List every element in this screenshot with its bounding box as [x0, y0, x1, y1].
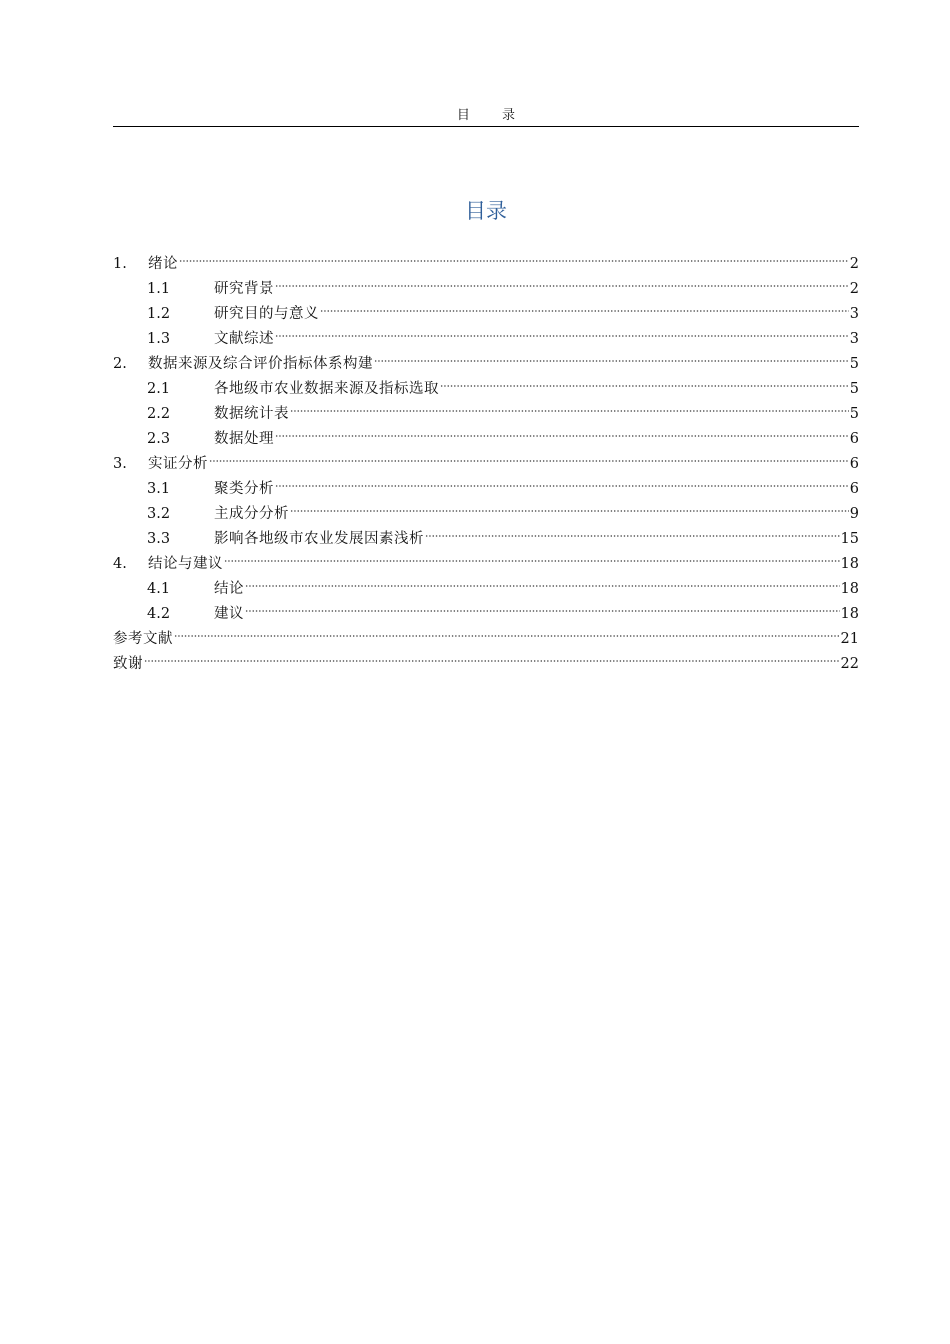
toc-entry-number: 2.1 — [147, 381, 171, 397]
toc-leader-dots — [275, 483, 849, 489]
toc-leader-dots — [144, 658, 840, 664]
toc-entry-page: 2 — [849, 256, 859, 272]
toc-entry-title: 数据处理 — [214, 431, 274, 447]
toc-leader-dots — [245, 608, 840, 614]
toc-entry-1-1[interactable] — [113, 277, 859, 302]
toc-entry-title: 数据统计表 — [214, 406, 289, 422]
toc-leader-dots — [275, 433, 849, 439]
toc-entry-2[interactable] — [113, 352, 859, 377]
toc-entry-title: 文献综述 — [214, 331, 274, 347]
page-header — [113, 108, 859, 127]
page-header-text: 目 录 — [456, 108, 530, 123]
toc-leader-dots — [209, 458, 849, 464]
toc-entry-number: 2.2 — [147, 406, 171, 422]
toc-leader-dots — [174, 633, 840, 639]
toc-leader-dots — [179, 258, 849, 264]
toc-entry-number: 2.3 — [147, 431, 171, 447]
toc-entry-page: 21 — [840, 631, 859, 647]
toc-entry-2-2[interactable] — [113, 402, 859, 427]
toc-entry-number: 1.3 — [147, 331, 171, 347]
toc-entry-title: 各地级市农业数据来源及指标选取 — [214, 381, 439, 397]
toc-entry-4-2[interactable] — [113, 602, 859, 627]
toc-leader-dots — [374, 358, 849, 364]
toc-entry-number: 3. — [113, 456, 127, 472]
toc-leader-dots — [290, 508, 849, 514]
toc-entry-title: 结论与建议 — [148, 556, 223, 572]
table-of-contents — [113, 252, 859, 677]
toc-entry-title: 主成分分析 — [214, 506, 289, 522]
toc-entry-page: 18 — [840, 581, 859, 597]
toc-entry-number: 4.1 — [147, 581, 171, 597]
toc-leader-dots — [275, 283, 849, 289]
toc-leader-dots — [275, 333, 849, 339]
toc-entry-2-1[interactable] — [113, 377, 859, 402]
toc-entry-title: 实证分析 — [148, 456, 208, 472]
toc-entry-page: 5 — [849, 406, 859, 422]
toc-entry-title: 建议 — [214, 606, 244, 622]
toc-entry-references[interactable] — [113, 627, 859, 652]
toc-entry-page: 15 — [840, 531, 859, 547]
toc-entry-page: 18 — [840, 606, 859, 622]
toc-leader-dots — [224, 558, 840, 564]
toc-entry-page: 3 — [849, 331, 859, 347]
toc-entry-title: 结论 — [214, 581, 244, 597]
toc-entry-title: 研究目的与意义 — [214, 306, 319, 322]
toc-title: 目录 — [465, 199, 507, 223]
toc-entry-page: 6 — [849, 431, 859, 447]
toc-entry-1-2[interactable] — [113, 302, 859, 327]
toc-leader-dots — [290, 408, 849, 414]
toc-entry-1-3[interactable] — [113, 327, 859, 352]
toc-entry-3-3[interactable] — [113, 527, 859, 552]
toc-entry-number: 3.1 — [147, 481, 171, 497]
toc-entry-page: 18 — [840, 556, 859, 572]
toc-entry-number: 2. — [113, 356, 127, 372]
toc-entry-page: 3 — [849, 306, 859, 322]
toc-entry-number: 1.1 — [147, 281, 171, 297]
toc-entry-number: 4.2 — [147, 606, 171, 622]
toc-entry-4[interactable] — [113, 552, 859, 577]
toc-entry-page: 5 — [849, 381, 859, 397]
toc-entry-page: 22 — [840, 656, 859, 672]
toc-entry-3[interactable] — [113, 452, 859, 477]
toc-entry-title: 研究背景 — [214, 281, 274, 297]
toc-entry-title: 参考文献 — [113, 631, 173, 647]
toc-entry-number: 4. — [113, 556, 127, 572]
toc-entry-title: 影响各地级市农业发展因素浅析 — [214, 531, 424, 547]
toc-entry-title: 绪论 — [148, 256, 178, 272]
toc-entry-page: 6 — [849, 481, 859, 497]
toc-leader-dots — [320, 308, 849, 314]
toc-entry-number: 1.2 — [147, 306, 171, 322]
toc-entry-number: 3.3 — [147, 531, 171, 547]
toc-entry-title: 数据来源及综合评价指标体系构建 — [148, 356, 373, 372]
toc-entry-2-3[interactable] — [113, 427, 859, 452]
toc-entry-acknowledgements[interactable] — [113, 652, 859, 677]
toc-entry-number: 1. — [113, 256, 127, 272]
toc-entry-title: 聚类分析 — [214, 481, 274, 497]
toc-entry-3-2[interactable] — [113, 502, 859, 527]
toc-entry-4-1[interactable] — [113, 577, 859, 602]
toc-entry-title: 致谢 — [113, 656, 143, 672]
toc-entry-page: 6 — [849, 456, 859, 472]
toc-entry-page: 9 — [849, 506, 859, 522]
toc-entry-page: 2 — [849, 281, 859, 297]
toc-entry-number: 3.2 — [147, 506, 171, 522]
toc-leader-dots — [440, 383, 849, 389]
toc-entry-1[interactable] — [113, 252, 859, 277]
toc-leader-dots — [245, 583, 840, 589]
toc-entry-3-1[interactable] — [113, 477, 859, 502]
toc-leader-dots — [425, 533, 840, 539]
toc-entry-page: 5 — [849, 356, 859, 372]
